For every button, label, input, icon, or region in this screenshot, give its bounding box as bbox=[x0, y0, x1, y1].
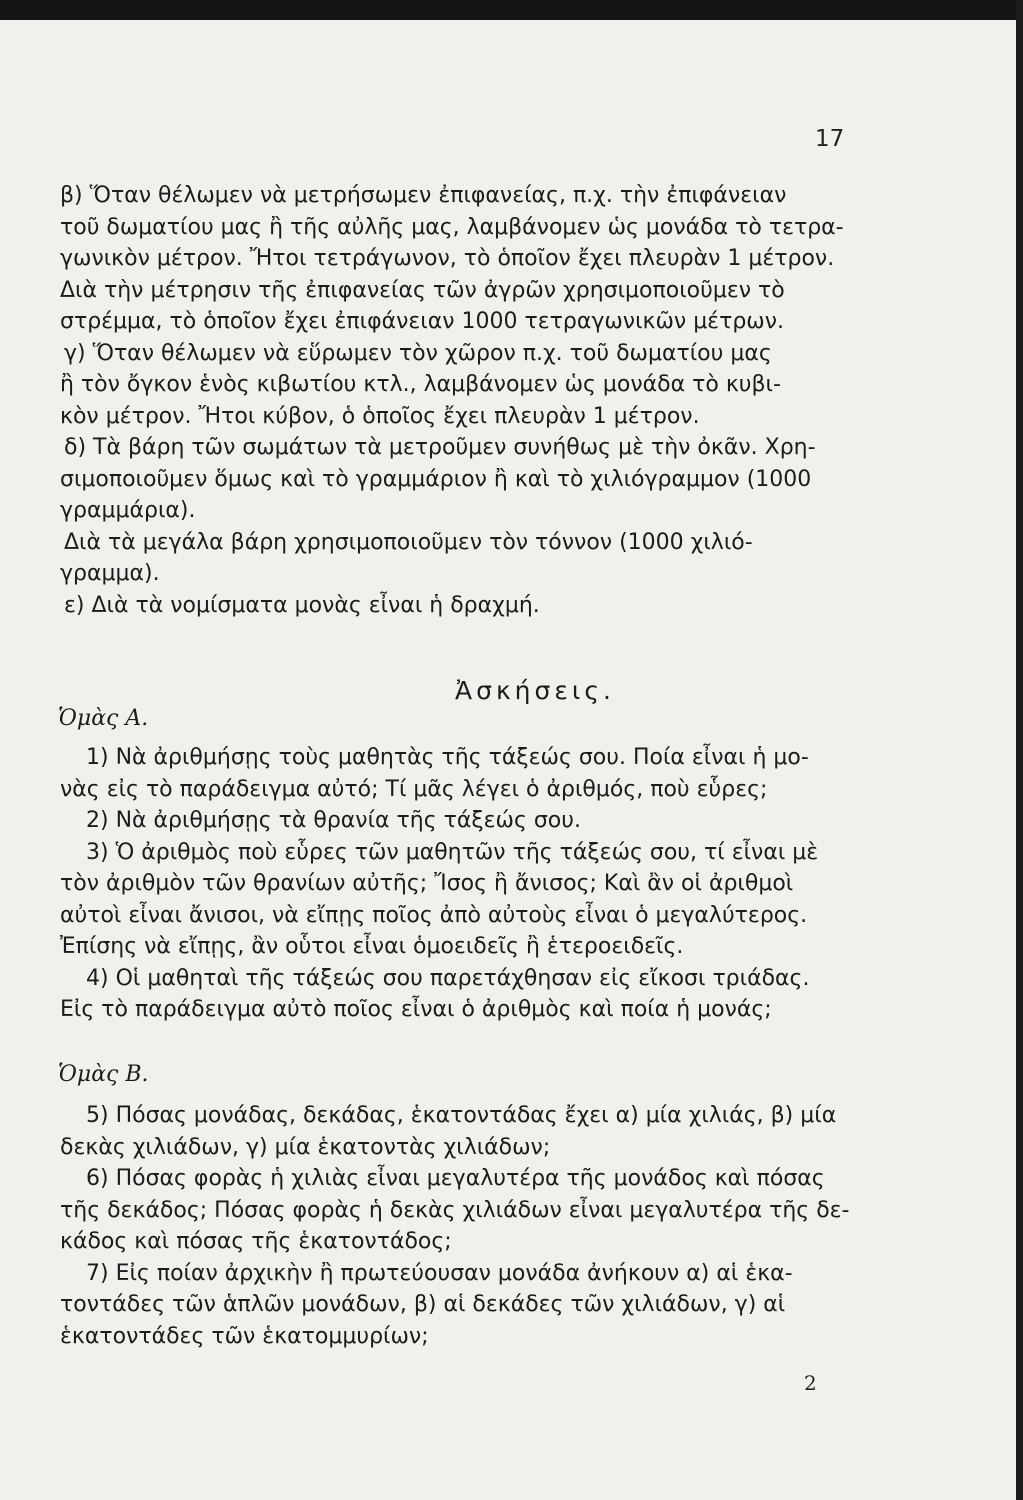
text-line: γ) Ὅταν θέλωμεν νὰ εὕρωμεν τὸν χῶρον π.χ. τοῦ δωματίου μας bbox=[64, 340, 772, 366]
intro-section bbox=[60, 180, 860, 621]
text-line: αὐτοὶ εἶναι ἄνισοι, νὰ εἴπῃς ποῖος ἀπὸ αὐτοὺς εἶναι ὁ μεγαλύτερος. bbox=[60, 902, 808, 928]
text-line: τοῦ δωματίου μας ἢ τῆς αὐλῆς μας, λαμβάνομεν ὡς μονάδα τὸ τετρα- bbox=[60, 214, 844, 240]
text-line: δ) Τὰ βάρη τῶν σωμάτων τὰ μετροῦμεν συνήθως μὲ τὴν ὀκᾶν. Χρη- bbox=[64, 435, 816, 460]
scan-top-border bbox=[0, 0, 1023, 20]
text-line: γραμμάρια). bbox=[60, 498, 196, 523]
text-line: γραμμα). bbox=[60, 561, 160, 586]
text-line: τὸν ἀριθμὸν τῶν θρανίων αὐτῆς; Ἴσος ἢ ἄνισος; Καὶ ἂν οἱ ἀριθμοὶ bbox=[60, 871, 794, 896]
text-line: ε) Διὰ τὰ νομίσματα μονὰς εἶναι ἡ δραχμή. bbox=[64, 592, 540, 618]
signature-number: 2 bbox=[804, 1371, 817, 1395]
text-line: γωνικὸν μέτρον. Ἤτοι τετράγωνον, τὸ ὁποῖον ἔχει πλευρὰν 1 μέτρον. bbox=[60, 246, 835, 271]
text-line: 6) Πόσας φορὰς ἡ χιλιὰς εἶναι μεγαλυτέρα τῆς μονάδος καὶ πόσας bbox=[86, 1166, 825, 1191]
text-line: 5) Πόσας μονάδας, δεκάδας, ἑκατοντάδας ἔχει α) μία χιλιάς, β) μία bbox=[86, 1103, 837, 1128]
text-line: δεκὰς χιλιάδων, γ) μία ἑκατοντὰς χιλιάδων; bbox=[60, 1134, 551, 1160]
text-line: τῆς δεκάδος; Πόσας φορὰς ἡ δεκὰς χιλιάδων εἶναι μεγαλυτέρα τῆς δε- bbox=[60, 1197, 850, 1223]
text-line: κάδος καὶ πόσας τῆς ἑκατοντάδος; bbox=[60, 1229, 452, 1254]
scan-right-border bbox=[1016, 0, 1023, 1500]
text-line: ἑκατοντάδες τῶν ἑκατομμυρίων; bbox=[60, 1323, 429, 1349]
group-b-exercises bbox=[60, 1100, 860, 1352]
group-b-label: Ὁμὰς Β. bbox=[58, 1062, 149, 1087]
group-a-exercises bbox=[60, 742, 860, 1026]
page-number: 17 bbox=[815, 126, 845, 152]
text-line: Διὰ τὴν μέτρησιν τῆς ἐπιφανείας τῶν ἀγρῶν χρησιμοποιοῦμεν τὸ bbox=[60, 277, 785, 303]
text-line: Διὰ τὰ μεγάλα βάρη χρησιμοποιοῦμεν τὸν τόννον (1000 χιλιό- bbox=[64, 529, 753, 555]
text-line: 4) Οἱ μαθηταὶ τῆς τάξεώς σου παρετάχθησαν εἰς εἴκοσι τριάδας. bbox=[86, 965, 810, 991]
text-line: β) Ὅταν θέλωμεν νὰ μετρήσωμεν ἐπιφανείας, π.χ. τὴν ἐπιφάνειαν bbox=[60, 183, 787, 208]
text-line: κὸν μέτρον. Ἤτοι κύβον, ὁ ὁποῖος ἔχει πλευρὰν 1 μέτρον. bbox=[60, 403, 700, 429]
text-line: σιμοποιοῦμεν ὅμως καὶ τὸ γραμμάριον ἢ καὶ τὸ χιλιόγραμμον (1000 bbox=[60, 466, 812, 492]
text-line: τοντάδες τῶν ἁπλῶν μονάδων, β) αἱ δεκάδες τῶν χιλιάδων, γ) αἱ bbox=[60, 1292, 786, 1317]
text-line: 7) Εἰς ποίαν ἀρχικὴν ἢ πρωτεύουσαν μονάδα ἀνήκουν α) αἱ ἑκα- bbox=[86, 1260, 793, 1286]
group-a-label: Ὁμὰς Α. bbox=[58, 706, 149, 731]
text-line: 2) Νὰ ἀριθμήσῃς τὰ θρανία τῆς τάξεώς σου. bbox=[86, 808, 581, 833]
text-line: στρέμμα, τὸ ὁποῖον ἔχει ἐπιφάνειαν 1000 τετραγωνικῶν μέτρων. bbox=[60, 309, 784, 334]
exercises-heading: Ἀσκήσεις. bbox=[455, 676, 615, 705]
text-line: Εἰς τὸ παράδειγμα αὐτὸ ποῖος εἶναι ὁ ἀριθμὸς καὶ ποία ἡ μονάς; bbox=[60, 997, 772, 1022]
text-line: ἢ τὸν ὄγκον ἑνὸς κιβωτίου κτλ., λαμβάνομεν ὡς μονάδα τὸ κυβι- bbox=[60, 372, 781, 397]
text-line: Ἐπίσης νὰ εἴπῃς, ἂν οὗτοι εἶναι ὁμοειδεῖς ἢ ἑτεροειδεῖς. bbox=[60, 934, 684, 959]
text-line: 3) Ὁ ἀριθμὸς ποὺ εὗρες τῶν μαθητῶν τῆς τάξεώς σου, τί εἶναι μὲ bbox=[86, 839, 819, 865]
text-line: 1) Νὰ ἀριθμήσῃς τοὺς μαθητὰς τῆς τάξεώς σου. Ποία εἶναι ἡ μο- bbox=[86, 745, 809, 770]
text-line: νὰς εἰς τὸ παράδειγμα αὐτό; Τί μᾶς λέγει ὁ ἀριθμός, ποὺ εὗρες; bbox=[60, 776, 768, 802]
